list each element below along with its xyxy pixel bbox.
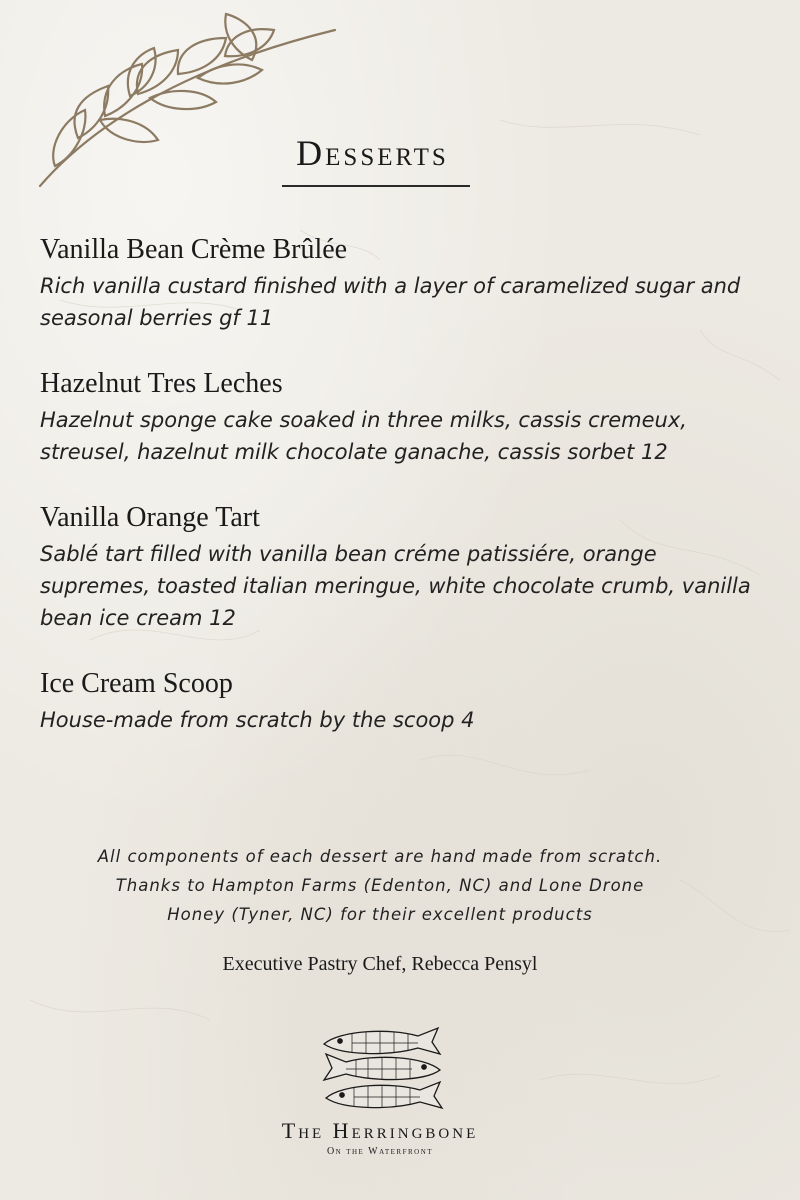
item-name: Vanilla Orange Tart	[40, 502, 260, 533]
item-name: Vanilla Bean Crème Brûlée	[40, 234, 348, 265]
restaurant-tagline: On the Waterfront	[326, 1146, 434, 1157]
item-description: Hazelnut sponge cake soaked in three milks, cassis cremeux, streusel, hazelnut milk chocolate ganache, cassis sorbet 12	[40, 408, 687, 464]
item-name: Ice Cream Scoop	[40, 668, 233, 699]
restaurant-name: The Herringbone	[281, 1118, 479, 1143]
title-divider	[282, 185, 470, 187]
note-line: Thanks to Hampton Farms (Edenton, NC) and Lone Drone	[115, 876, 645, 895]
three-fish-icon	[320, 1022, 445, 1114]
note-line: All components of each dessert are hand made from scratch.	[97, 847, 663, 866]
item-description: Rich vanilla custard finished with a layer of caramelized sugar and seasonal berries gf 11	[40, 274, 741, 330]
menu-item	[40, 498, 760, 634]
sourcing-note	[0, 842, 760, 929]
menu-item	[40, 664, 760, 736]
menu-item	[40, 230, 760, 334]
note-line: Honey (Tyner, NC) for their excellent products	[167, 905, 593, 924]
item-name: Hazelnut Tres Leches	[40, 368, 283, 399]
item-description: House-made from scratch by the scoop 4	[40, 708, 475, 732]
menu-item	[40, 364, 760, 468]
page-title: Desserts	[296, 133, 449, 173]
chef-credit: Executive Pastry Chef, Rebecca Pensyl	[222, 953, 538, 975]
item-description: Sablé tart filled with vanilla bean créme patissiére, orange supremes, toasted italian meringue, white chocolate crumb, vanilla bean ice cream 12	[40, 542, 751, 630]
dessert-list	[40, 230, 760, 766]
